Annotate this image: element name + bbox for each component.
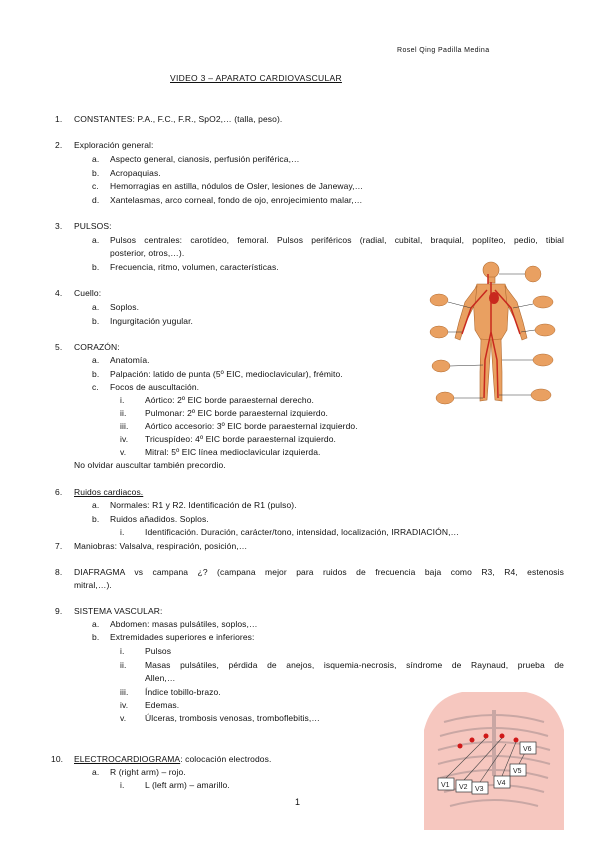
electrode-label: V4 [497, 780, 506, 787]
list-item: Extremidades superiores e inferiores: [110, 632, 255, 642]
list-marker: b. [92, 369, 100, 379]
list-item: Pulsos centrales: carotídeo, femoral. Pulsos periféricos (radial, cubital, braquial, poplíteo, pedio, tibial [110, 235, 564, 245]
list-marker: a. [92, 619, 100, 629]
section-number: 2. [55, 140, 63, 150]
list-item: Aórtico accesorio: 3º EIC borde paraesternal izquierdo. [145, 421, 358, 431]
section-heading: DIAFRAGMA vs campana ¿? (campana mejor para ruidos de frecuencia baja como R3, R4, estenosis [74, 567, 564, 577]
section-number: 10. [51, 754, 64, 764]
ecg-chest-figure [424, 690, 564, 830]
list-marker: b. [92, 632, 100, 642]
list-item: Pulsos [145, 646, 172, 656]
list-marker: i. [120, 395, 125, 405]
list-marker: c. [92, 382, 99, 392]
list-item-continuation: posterior, otros,…). [110, 248, 185, 258]
electrode-dot [500, 734, 505, 739]
list-marker: iv. [120, 434, 129, 444]
list-item: Frecuencia, ritmo, volumen, características. [110, 262, 279, 272]
list-marker: ii. [120, 408, 127, 418]
list-marker: ii. [120, 660, 127, 670]
note: No olvidar auscultar también precordio. [74, 460, 226, 470]
list-item: Aórtico: 2º EIC borde paraesternal derecho. [145, 395, 314, 405]
list-marker: a. [92, 500, 100, 510]
section-number: 1. [55, 114, 63, 124]
list-item: Tricuspídeo: 4º EIC borde paraesternal izquierdo. [145, 434, 337, 444]
list-item: Hemorragias en astilla, nódulos de Osler, lesiones de Janeway,… [110, 181, 364, 191]
list-marker: i. [120, 780, 125, 790]
section-heading: Exploración general: [74, 140, 154, 150]
list-item: Ingurgitación yugular. [110, 316, 194, 326]
list-item: L (left arm) – amarillo. [145, 780, 230, 790]
section-continuation: mitral,…). [74, 580, 112, 590]
list-item: Focos de auscultación. [110, 382, 200, 392]
section-number: 3. [55, 221, 63, 231]
electrode-label: V1 [441, 782, 450, 789]
section-heading: Maniobras: Valsalva, respiración, posición,… [74, 541, 248, 551]
section-number: 6. [55, 487, 63, 497]
list-marker: b. [92, 514, 100, 524]
section-heading: SISTEMA VASCULAR: [74, 606, 163, 616]
electrode-label: V6 [523, 746, 532, 753]
section-heading: Cuello: [74, 288, 102, 298]
electrode-label: V5 [513, 768, 522, 775]
list-item: Normales: R1 y R2. Identificación de R1 (pulso). [110, 500, 297, 510]
list-marker: d. [92, 195, 100, 205]
list-item: Mitral: 5º EIC línea medioclavicular izquierda. [145, 447, 321, 457]
list-item: Úlceras, trombosis venosas, tromboflebitis,… [145, 713, 320, 723]
list-item: Ruidos añadidos. Soplos. [110, 514, 209, 524]
list-marker: a. [92, 302, 100, 312]
list-item: Xantelasmas, arco corneal, fondo de ojo, enrojecimiento malar,… [110, 195, 363, 205]
list-marker: iii. [120, 421, 129, 431]
list-item: Pulmonar: 2º EIC borde paraesternal izquierdo. [145, 408, 328, 418]
section-number: 4. [55, 288, 63, 298]
section-number: 9. [55, 606, 63, 616]
list-item: Abdomen: masas pulsátiles, soplos,… [110, 619, 258, 629]
section-heading: PULSOS: [74, 221, 112, 231]
list-item: Anatomía. [110, 355, 150, 365]
list-marker: b. [92, 168, 100, 178]
list-item-continuation: Allen,… [145, 673, 176, 683]
list-item: Soplos. [110, 302, 140, 312]
list-item: Edemas. [145, 700, 180, 710]
list-item: Acropaquias. [110, 168, 161, 178]
list-marker: iii. [120, 687, 129, 697]
page-title: VIDEO 3 – APARATO CARDIOVASCULAR [170, 73, 342, 83]
pulse-points-figure [425, 260, 565, 415]
section-heading-underlined: ELECTROCARDIOGRAMA [74, 754, 181, 764]
section-number: 5. [55, 342, 63, 352]
list-marker: a. [92, 767, 100, 777]
list-marker: v. [120, 447, 127, 457]
section-heading: Ruidos cardiacos. [74, 487, 144, 497]
list-marker: b. [92, 262, 100, 272]
section-number: 8. [55, 567, 63, 577]
list-marker: b. [92, 316, 100, 326]
electrode-label: V3 [475, 786, 484, 793]
list-marker: a. [92, 154, 100, 164]
list-marker: i. [120, 527, 125, 537]
electrode-label: V2 [459, 784, 468, 791]
list-item: Índice tobillo-brazo. [145, 687, 221, 697]
list-marker: a. [92, 355, 100, 365]
list-item: Identificación. Duración, carácter/tono, intensidad, localización, IRRADIACIÓN,… [145, 527, 460, 537]
electrode-dot [458, 744, 463, 749]
section-heading: CORAZÓN: [74, 342, 120, 352]
electrode-dot [470, 738, 475, 743]
page-number: 1 [295, 797, 301, 807]
list-item: Palpación: latido de punta (5º EIC, medioclavicular), frémito. [110, 369, 343, 379]
list-marker: a. [92, 235, 100, 245]
section-heading [74, 754, 271, 765]
electrode-dot [514, 738, 519, 743]
list-item: Aspecto general, cianosis, perfusión periférica,… [110, 154, 300, 164]
list-item: Masas pulsátiles, pérdida de anejos, isquemia-necrosis, síndrome de Raynaud, prueba de [145, 660, 564, 670]
electrode-dot [484, 734, 489, 739]
list-marker: i. [120, 646, 125, 656]
list-item: R (right arm) – rojo. [110, 767, 186, 777]
section-heading-rest: : colocación electrodos. [180, 754, 272, 764]
list-marker: iv. [120, 700, 129, 710]
section-number: 7. [55, 541, 63, 551]
author-name: Rosel Qing Padilla Medina [397, 47, 490, 54]
section-heading: CONSTANTES: P.A., F.C., F.R., SpO2,… (talla, peso). [74, 114, 283, 124]
list-marker: c. [92, 181, 99, 191]
list-marker: v. [120, 713, 127, 723]
